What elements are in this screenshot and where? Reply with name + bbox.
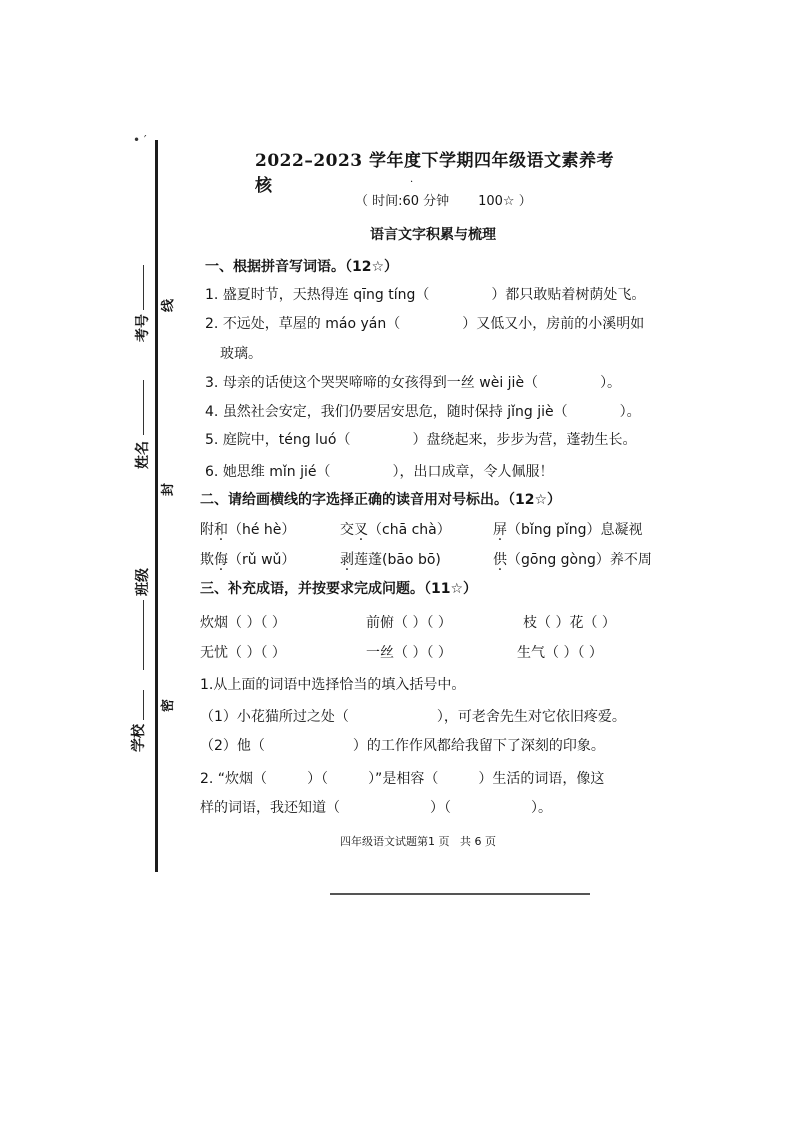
title-dot: ·	[410, 177, 414, 188]
q-text: ），可老舍先生对它依旧疼爱。	[436, 709, 626, 725]
class-label: 班级	[135, 568, 151, 596]
item-text: 欺	[200, 552, 214, 568]
q-text: ）又低又小，房前的小溪明如	[462, 316, 645, 332]
q-text: ）都只敢贴着树荫处飞。	[491, 287, 646, 303]
q-text: ）（	[430, 800, 451, 816]
s3-q1a	[200, 706, 626, 726]
pinyin-options: 莲蓬(bāo bō)	[354, 552, 441, 568]
q-number: 2.	[205, 316, 219, 332]
s1-q5	[205, 429, 636, 449]
marked-char: 剥	[340, 552, 354, 568]
q-text: ）生活的词语，像这	[478, 771, 605, 787]
s1-title: 一、根据拼音写词语。（12☆）	[205, 259, 399, 275]
name-label: 姓名	[135, 441, 151, 469]
pinyin-options: （hé hè）	[228, 522, 296, 538]
exam-no-label: 考号	[135, 314, 151, 342]
seal-seal: 封	[161, 482, 177, 497]
s2-item[interactable]	[200, 519, 295, 539]
q-text: ）”是相容（	[368, 771, 439, 787]
q-text: 盛夏时节，天热得连 qīng tíng（	[222, 287, 430, 303]
q-text: ）。	[600, 375, 622, 391]
s2-item[interactable]	[200, 549, 295, 569]
q-text: ）的工作作风都给我留下了深刻的印象。	[352, 738, 605, 754]
pinyin-options: （chā chà）	[368, 522, 451, 538]
s2-item[interactable]	[340, 519, 451, 539]
q-text: 虽然社会安定，我们仍要居安思危，随时保持 jǐng jiè（	[222, 404, 568, 420]
q-text: 不远处，草屋的 máo yán（	[222, 316, 401, 332]
item-text: 交	[340, 522, 354, 538]
q-text: 样的词语，我还知道（	[200, 800, 340, 816]
q-text: （2）他（	[200, 738, 265, 754]
q-text: 2. “炊烟（	[200, 771, 268, 787]
school-label: 学校	[131, 724, 147, 752]
exam-no-line[interactable]	[143, 265, 144, 310]
s1-q1	[205, 284, 645, 304]
q-number: 3.	[205, 375, 219, 391]
q-text: 她思维 mǐn jié（	[222, 464, 331, 480]
q-number: 5.	[205, 432, 219, 448]
school-line[interactable]	[143, 690, 144, 720]
idiom-blank[interactable]: 枝（ ）花（ ）	[523, 615, 616, 631]
s2-item[interactable]	[493, 549, 652, 569]
s3-q2	[200, 768, 604, 788]
s3-title: 三、补充成语，并按要求完成问题。（11☆）	[200, 581, 478, 597]
q-text: ），出口成章，令人佩服！	[392, 464, 554, 480]
marked-char: 叉	[354, 522, 368, 538]
s1-q3	[205, 372, 621, 392]
exam-title: 2022–2023 学年度下学期四年级语文素养考核	[255, 151, 615, 196]
page-footer: 四年级语文试题第1 页 共 6 页	[340, 835, 496, 848]
s2-item[interactable]	[493, 519, 643, 539]
seal-line: 线	[161, 298, 177, 313]
seal-secret: 密	[161, 698, 177, 713]
q-text: ）。	[619, 404, 641, 420]
q-number: 4.	[205, 404, 219, 420]
pinyin-options: （bǐng pǐng）息凝视	[507, 522, 643, 538]
q-number: 1.	[205, 287, 219, 303]
s2-item[interactable]	[340, 549, 441, 569]
s1-q2	[205, 313, 644, 333]
section-heading: 语言文字积累与梳理	[370, 227, 496, 243]
idiom-blank[interactable]: 生气（ ）（ ）	[517, 645, 603, 661]
q-number: 6.	[205, 464, 219, 480]
class-line[interactable]	[143, 600, 144, 670]
s2-title: 二、请给画横线的字选择正确的读音用对号标出。（12☆）	[200, 492, 562, 508]
idiom-blank[interactable]: 一丝（ ）（ ）	[366, 645, 452, 661]
exam-time: （ 时间:60 分钟 100☆ ）	[355, 194, 532, 209]
idiom-blank[interactable]: 前俯（ ）（ ）	[366, 615, 452, 631]
q-text: （1）小花猫所过之处（	[200, 709, 349, 725]
q-text: 庭院中，téng luó（	[222, 432, 351, 448]
q-text: ）。	[531, 800, 552, 816]
margin-marks: • ′	[133, 133, 147, 147]
marked-char: 和	[214, 522, 228, 538]
marked-char: 屏	[493, 522, 507, 538]
name-line[interactable]	[143, 380, 144, 435]
pinyin-options: （rǔ wǔ）	[228, 552, 296, 568]
s3-q2-cont	[200, 797, 552, 817]
s1-q4	[205, 401, 641, 421]
s1-q6	[205, 461, 554, 481]
idiom-blank[interactable]: 炊烟（ ）（ ）	[200, 615, 286, 631]
bottom-rule	[330, 893, 590, 895]
s3-q1: 1.从上面的词语中选择恰当的填入括号中。	[200, 677, 466, 693]
marked-char: 供	[493, 552, 507, 568]
binding-line	[155, 140, 158, 872]
q-text: ）盘绕起来，步步为营，蓬勃生长。	[412, 432, 637, 448]
q-text: 母亲的话使这个哭哭啼啼的女孩得到一丝 wèi jiè（	[222, 375, 539, 391]
item-text: 附	[200, 522, 214, 538]
s1-q2-cont: 玻璃。	[220, 346, 262, 362]
s3-q1b	[200, 735, 605, 755]
pinyin-options: （gōng gòng）养不周	[507, 552, 652, 568]
idiom-blank[interactable]: 无忧（ ）（ ）	[200, 645, 286, 661]
q-text: ）（	[307, 771, 329, 787]
marked-char: 侮	[214, 552, 228, 568]
